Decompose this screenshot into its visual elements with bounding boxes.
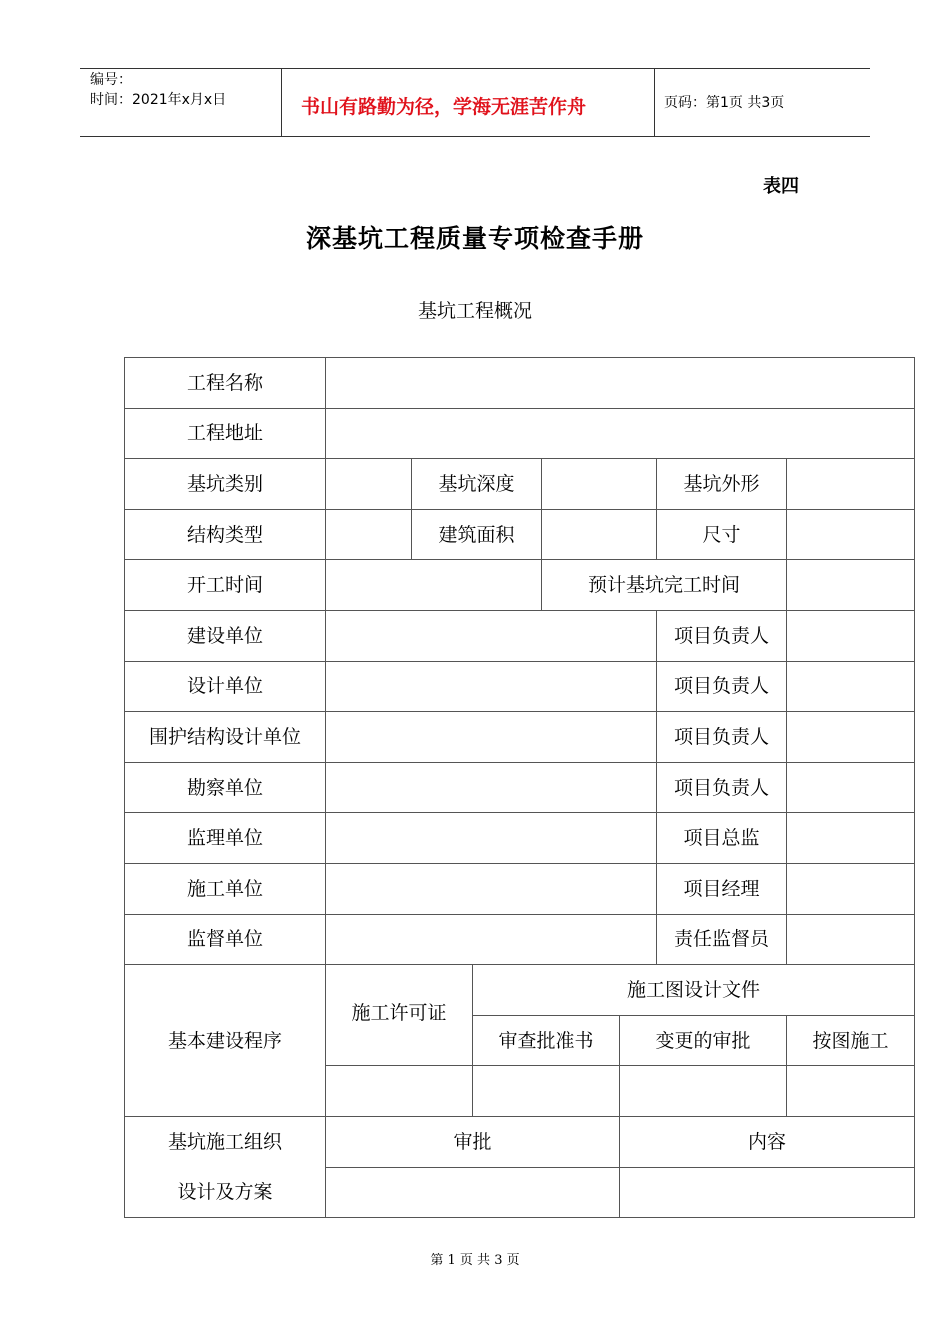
unit-value <box>326 661 657 712</box>
unit-value <box>326 762 657 813</box>
unit-role-value <box>787 661 915 712</box>
project-name-value <box>326 358 915 409</box>
unit-role-label: 项目负责人 <box>657 762 787 813</box>
unit-label: 勘察单位 <box>125 762 326 813</box>
construction-permit-value <box>326 1066 473 1117</box>
pit-depth-label: 基坑深度 <box>412 459 542 510</box>
expected-finish-label: 预计基坑完工时间 <box>542 560 787 611</box>
unit-label: 设计单位 <box>125 661 326 712</box>
building-area-label: 建筑面积 <box>412 509 542 560</box>
unit-role-label: 项目负责人 <box>657 661 787 712</box>
serial-label: 编号： <box>90 72 132 88</box>
content-value <box>620 1167 915 1218</box>
table-row <box>125 1116 915 1167</box>
unit-role-label: 项目经理 <box>657 863 787 914</box>
unit-role-label: 项目总监 <box>657 813 787 864</box>
table-row <box>125 813 915 864</box>
content-label: 内容 <box>620 1116 915 1167</box>
size-value <box>787 509 915 560</box>
project-address-label: 工程地址 <box>125 408 326 459</box>
unit-role-label: 项目负责人 <box>657 712 787 763</box>
unit-label: 施工单位 <box>125 863 326 914</box>
unit-label: 建设单位 <box>125 610 326 661</box>
approval-value <box>326 1167 620 1218</box>
build-by-drawing-label: 按图施工 <box>787 1015 915 1066</box>
table-row <box>125 408 915 459</box>
table-row <box>125 965 915 1016</box>
table-row <box>125 610 915 661</box>
unit-value <box>326 813 657 864</box>
basic-procedure-label: 基本建设程序 <box>125 965 326 1117</box>
unit-value <box>326 914 657 965</box>
header-divider <box>654 68 655 136</box>
expected-finish-value <box>787 560 915 611</box>
table-row <box>125 560 915 611</box>
table-tag: 表四 <box>763 176 799 197</box>
unit-label: 围护结构设计单位 <box>125 712 326 763</box>
org-design-label-line2: 设计及方案 <box>177 1181 273 1203</box>
structure-type-label: 结构类型 <box>125 509 326 560</box>
header-top-rule <box>80 68 870 69</box>
unit-role-value <box>787 813 915 864</box>
header-divider <box>281 68 282 136</box>
page-subtitle: 基坑工程概况 <box>417 300 532 322</box>
drawing-docs-label: 施工图设计文件 <box>473 965 915 1016</box>
table-row <box>125 459 915 510</box>
unit-role-value <box>787 914 915 965</box>
pit-depth-value <box>542 459 657 510</box>
page-footer: 第 1 页 共 3 页 <box>430 1253 520 1268</box>
pit-category-value <box>326 459 412 510</box>
time-label: 时间：2021年x月x日 <box>90 92 227 108</box>
construction-permit-label: 施工许可证 <box>326 965 473 1066</box>
unit-label: 监理单位 <box>125 813 326 864</box>
table-row <box>125 661 915 712</box>
header-bottom-rule <box>80 136 870 137</box>
start-time-value <box>326 560 542 611</box>
pit-shape-label: 基坑外形 <box>657 459 787 510</box>
change-approval-label: 变更的审批 <box>620 1015 787 1066</box>
table-row <box>125 762 915 813</box>
unit-role-value <box>787 762 915 813</box>
size-label: 尺寸 <box>657 509 787 560</box>
unit-role-value <box>787 712 915 763</box>
unit-value <box>326 712 657 763</box>
unit-role-value <box>787 863 915 914</box>
project-overview-table <box>124 357 915 1218</box>
table-row <box>125 712 915 763</box>
unit-value <box>326 863 657 914</box>
table-row <box>125 863 915 914</box>
build-by-drawing-value <box>787 1066 915 1117</box>
header-motto: 书山有路勤为径，学海无涯苦作舟 <box>301 96 587 118</box>
approval-label: 审批 <box>326 1116 620 1167</box>
table-row <box>125 358 915 409</box>
unit-label: 监督单位 <box>125 914 326 965</box>
unit-value <box>326 610 657 661</box>
org-design-label <box>125 1116 326 1217</box>
org-design-label-line1: 基坑施工组织 <box>167 1131 282 1153</box>
building-area-value <box>542 509 657 560</box>
unit-role-value <box>787 610 915 661</box>
unit-role-label: 责任监督员 <box>657 914 787 965</box>
project-address-value <box>326 408 915 459</box>
unit-role-label: 项目负责人 <box>657 610 787 661</box>
page-title: 深基坑工程质量专项检查手册 <box>305 224 644 253</box>
pit-category-label: 基坑类别 <box>125 459 326 510</box>
pit-shape-value <box>787 459 915 510</box>
page-info: 页码：第1页 共3页 <box>664 95 785 111</box>
table-row <box>125 509 915 560</box>
start-time-label: 开工时间 <box>125 560 326 611</box>
structure-type-value <box>326 509 412 560</box>
project-name-label: 工程名称 <box>125 358 326 409</box>
change-approval-value <box>620 1066 787 1117</box>
review-approval-doc-value <box>473 1066 620 1117</box>
table-row <box>125 914 915 965</box>
review-approval-doc-label: 审查批准书 <box>473 1015 620 1066</box>
